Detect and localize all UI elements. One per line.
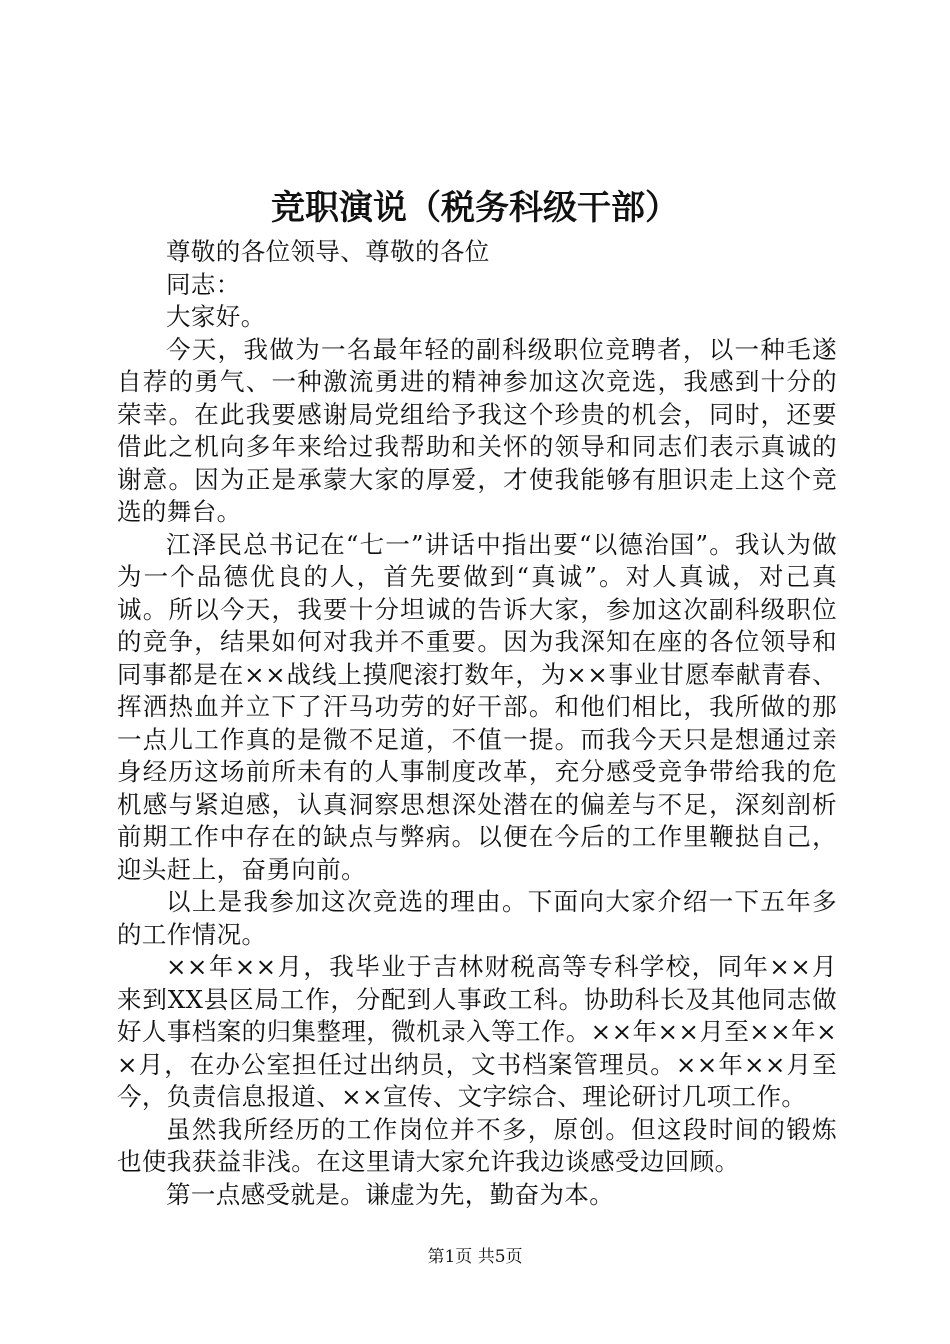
page-number-footer: 第1页 共5页 xyxy=(427,1247,523,1267)
paragraph: 第一点感受就是。谦虚为先，勤奋为本。 xyxy=(166,1179,615,1209)
salutation-line: 尊敬的各位领导、尊敬的各位 xyxy=(166,237,490,266)
salutation-continuation: 同志： xyxy=(166,269,241,299)
document-body xyxy=(117,236,837,1211)
greeting: 大家好。 xyxy=(166,302,266,331)
paragraph: 江泽民总书记在“七一”讲话中指出要“以德治国”。我认为做为一个品德优良的人，首先要做到“真诚”。对人真诚，对己真诚。所以今天，我要十分坦诚的告诉大家，参加这次副科级职位的竞争，结果如何对我并不重要。因为我深知在座的各位领导和同事都是在××战线上摸爬滚打数年，为××事业甘愿奉献青春、挥洒热血并立下了汗马功劳的好干部。和他们相比，我所做的那一点儿工作真的是微不足道，不值一提。而我今天只是想通过亲身经历这场前所未有的人事制度改革，充分感受竞争带给我的危机感与紧迫感，认真洞察思想深处潜在的偏差与不足，深刻剖析前期工作中存在的缺点与弊病。以便在今后的工作里鞭挞自己，迎头赶上，奋勇向前。 xyxy=(117,529,837,884)
paragraph: 今天，我做为一名最年轻的副科级职位竞聘者，以一种毛遂自荐的勇气、一种激流勇进的精神参加这次竞选，我感到十分的荣幸。在此我要感谢局党组给予我这个珍贵的机会，同时，还要借此之机向多年来给过我帮助和关怀的领导和同志们表示真诚的谢意。因为正是承蒙大家的厚爱，才使我能够有胆识走上这个竞选的舞台。 xyxy=(117,334,837,526)
paragraph: 虽然我所经历的工作岗位并不多，原创。但这段时间的锻炼也使我获益非浅。在这里请大家允许我边谈感受边回顾。 xyxy=(117,1114,837,1176)
paragraph: 以上是我参加这次竞选的理由。下面向大家介绍一下五年多的工作情况。 xyxy=(117,887,837,949)
document-title: 竞职演说（税务科级干部） xyxy=(271,188,679,228)
paragraph: ××年××月，我毕业于吉林财税高等专科学校，同年××月来到XX县区局工作，分配到人事政工科。协助科长及其他同志做好人事档案的归集整理，微机录入等工作。××年××月至××年××月，在办公室担任过出纳员，文书档案管理员。××年××月至今，负责信息报道、××宣传、文字综合、理论研讨几项工作。 xyxy=(117,952,837,1111)
